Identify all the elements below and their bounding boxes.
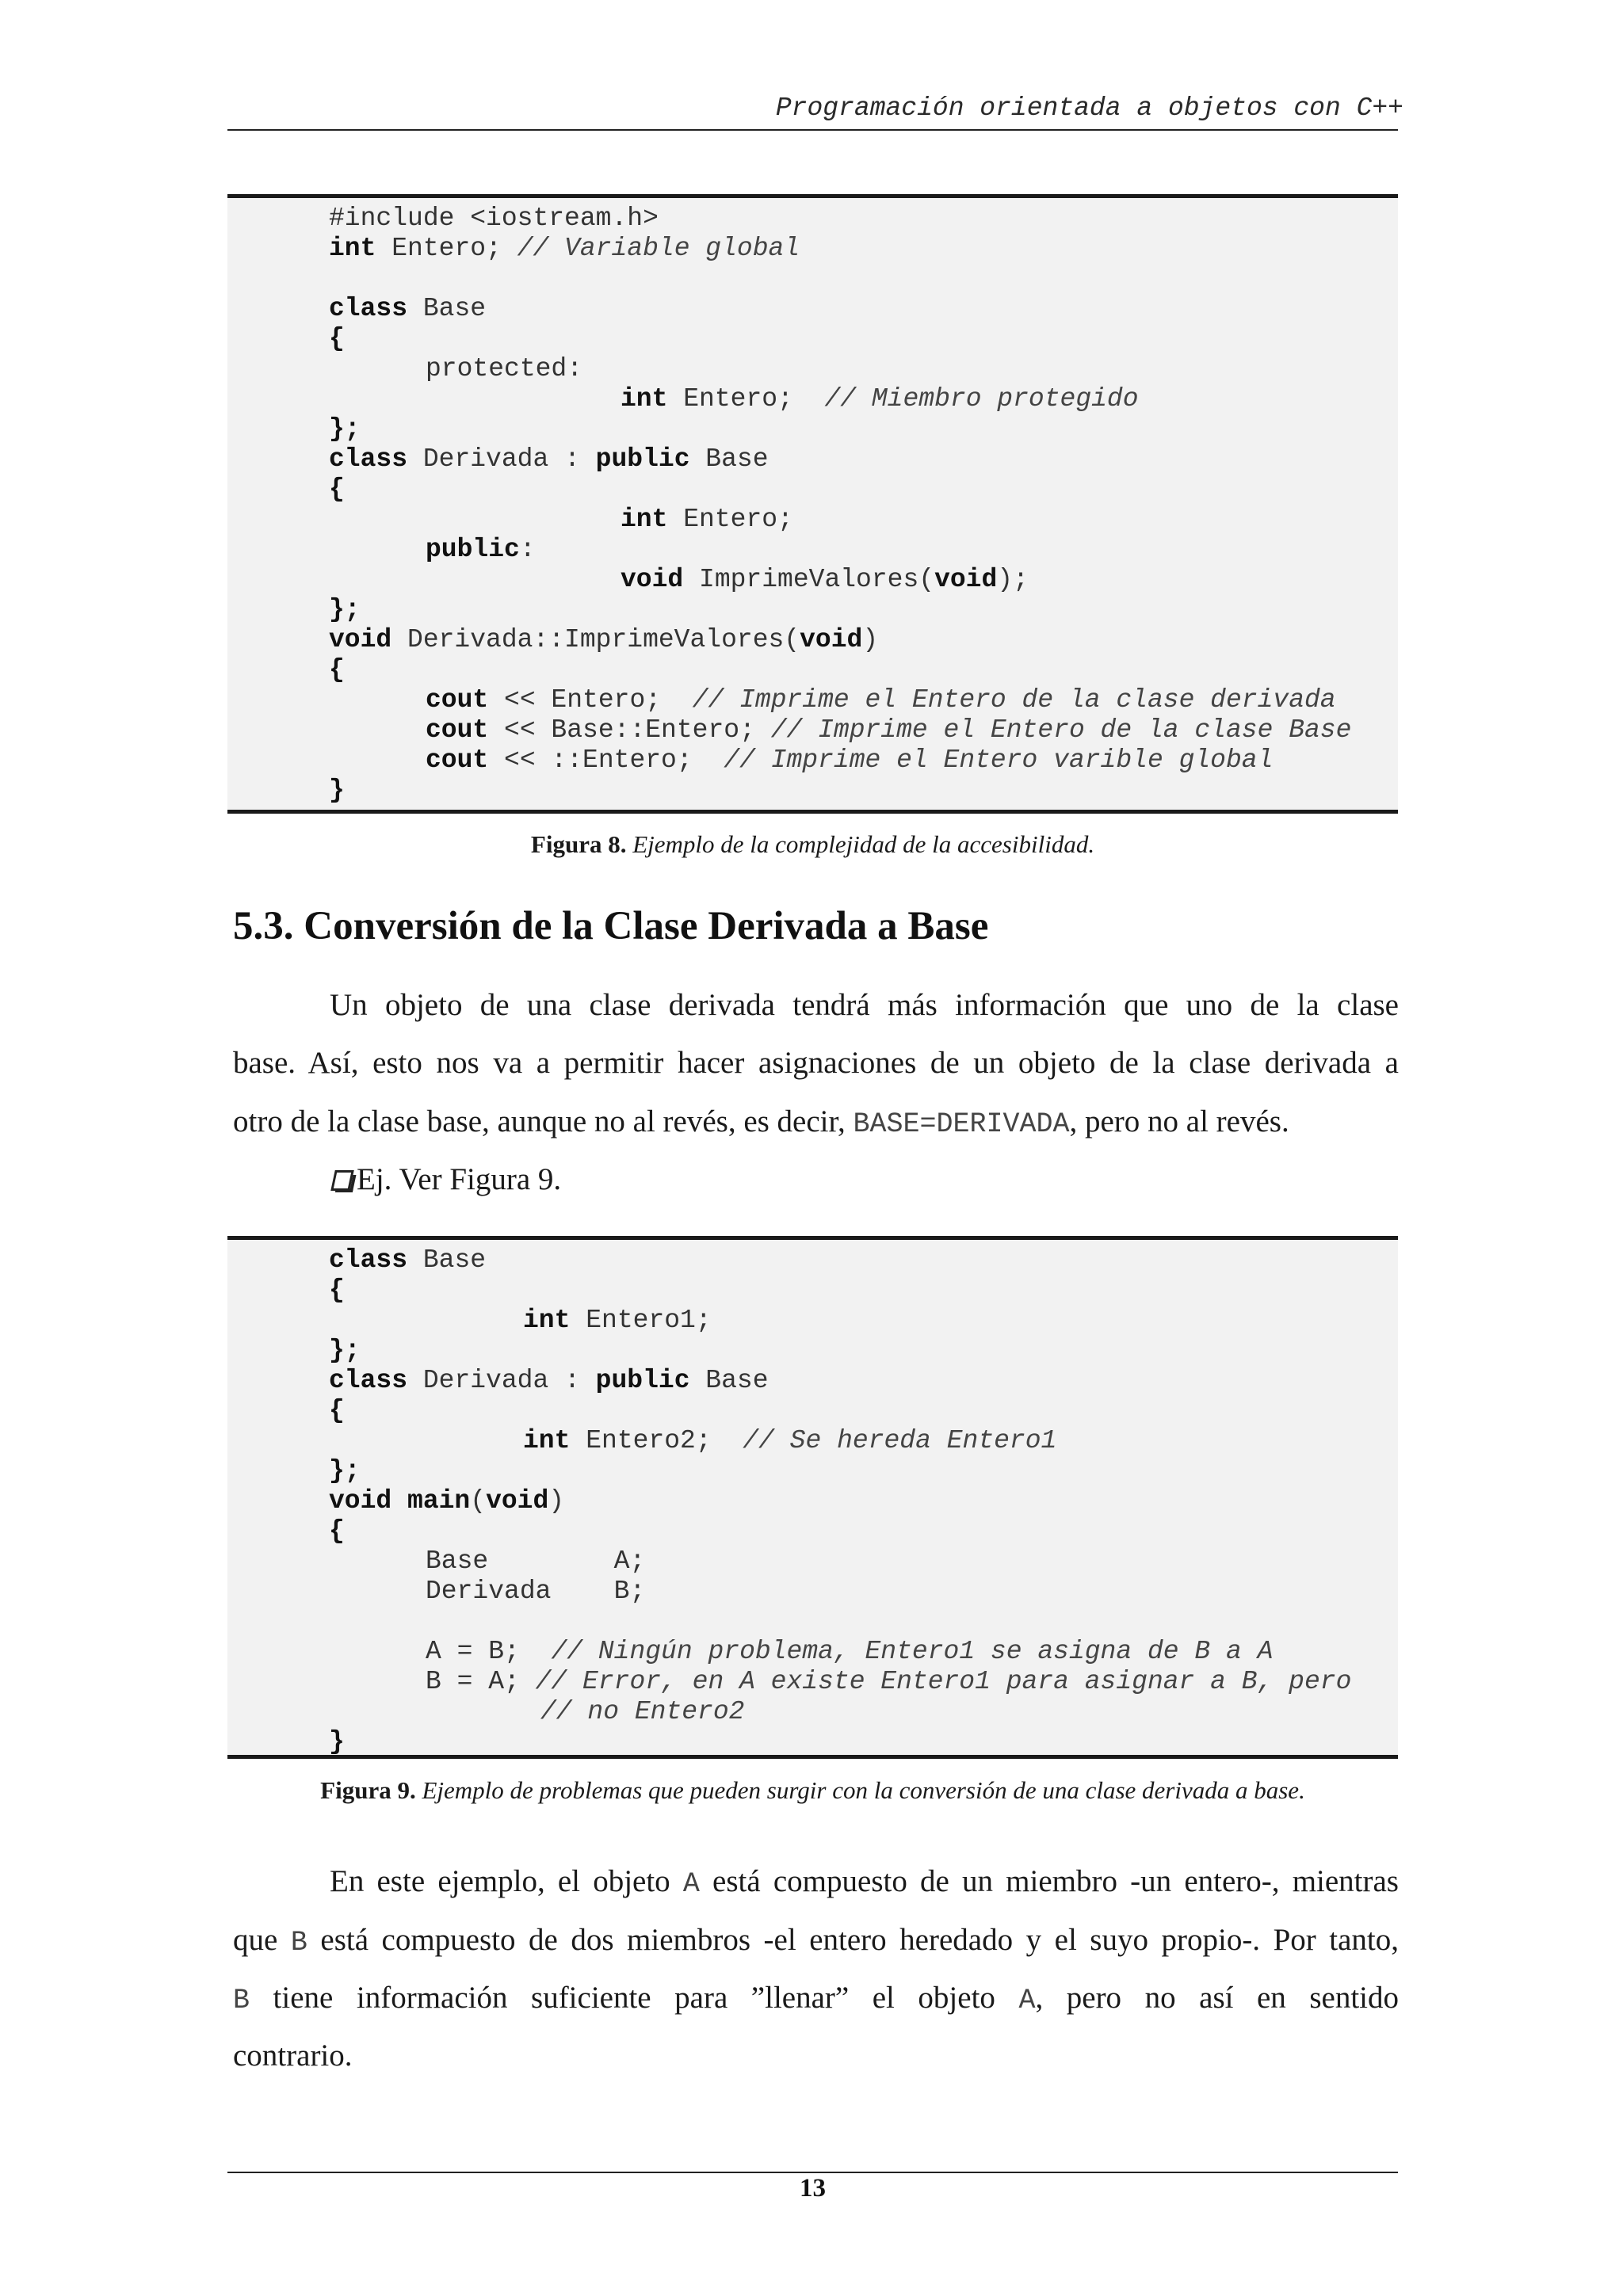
code-line: Derivada B; xyxy=(426,1577,646,1606)
code-line: } xyxy=(329,776,345,805)
paragraph-line: base. Así, esto nos va a permitir hacer asignaciones de un objeto de la clase derivada a xyxy=(233,1046,1399,1080)
caption-label: Figura 8. xyxy=(530,830,627,858)
code-line: void main(void) xyxy=(329,1486,565,1516)
paragraph-line: contrario. xyxy=(233,2039,353,2073)
code-line: cout << Entero; // Imprime el Entero de la clase derivada xyxy=(426,685,1336,715)
code-line: int Entero; // Miembro protegido xyxy=(621,384,1139,414)
code-line: { xyxy=(329,475,345,504)
figure-9-code-listing xyxy=(227,1236,1398,1759)
paragraph-line: En este ejemplo, el objeto A está compuesto de un miembro -un entero-, mientras xyxy=(330,1864,1399,1900)
inline-code: BASE=DERIVADA xyxy=(853,1108,1070,1140)
figure-8-caption xyxy=(227,830,1398,859)
header-rule xyxy=(227,129,1398,131)
code-line: class Derivada : public Base xyxy=(329,444,769,474)
code-line: int Entero; // Variable global xyxy=(329,234,800,263)
page-number: 13 xyxy=(800,2174,826,2203)
code-line: }; xyxy=(329,414,361,444)
code-line: class Base xyxy=(329,294,487,323)
code-line: class Derivada : public Base xyxy=(329,1366,769,1395)
code-line: public: xyxy=(426,535,536,564)
code-line: #include <iostream.h> xyxy=(329,204,659,233)
paragraph-line: otro de la clase base, aunque no al revés, es decir, BASE=DERIVADA, pero no al revés. xyxy=(233,1104,1289,1140)
paragraph-line: que B está compuesto de dos miembros -el entero heredado y el suyo propio-. Por tanto, xyxy=(233,1923,1400,1958)
running-header: Programación orientada a objetos con C++ xyxy=(775,93,1403,123)
code-line: protected: xyxy=(426,354,583,383)
example-reference: Ej. Ver Figura 9. xyxy=(333,1150,561,1208)
paragraph-line: B tiene información suficiente para ”llenar” el objeto A, pero no así en sentido xyxy=(233,1981,1399,2016)
caption-text: Ejemplo de problemas que pueden surgir con la conversión de una clase derivada a base. xyxy=(422,1776,1305,1804)
code-line: cout << ::Entero; // Imprime el Entero varible global xyxy=(426,746,1274,775)
code-line: B = A; // Error, en A existe Entero1 para asignar a B, pero xyxy=(426,1667,1352,1696)
code-line: { xyxy=(329,324,345,353)
code-line: // no Entero2 xyxy=(540,1697,745,1726)
figure-8-code-listing xyxy=(227,194,1398,814)
figure-9-caption xyxy=(227,1776,1398,1805)
paragraph-line: Un objeto de una clase derivada tendrá más información que uno de la clase xyxy=(330,988,1399,1022)
code-line: cout << Base::Entero; // Imprime el Entero de la clase Base xyxy=(426,715,1352,745)
code-line: { xyxy=(329,1396,345,1425)
code-line: { xyxy=(329,1516,345,1546)
code-line: }; xyxy=(329,1456,361,1486)
code-line: void ImprimeValores(void); xyxy=(621,565,1029,594)
checkbox-icon xyxy=(330,1170,354,1191)
caption-text: Ejemplo de la complejidad de la accesibilidad. xyxy=(632,830,1095,858)
footer-rule xyxy=(227,2172,1398,2173)
inline-code: B xyxy=(290,1927,307,1958)
code-line: }; xyxy=(329,1336,361,1365)
code-line: class Base xyxy=(329,1245,487,1275)
code-line: A = B; // Ningún problema, Entero1 se asigna de B a A xyxy=(426,1637,1274,1666)
inline-code: B xyxy=(233,1985,250,2016)
code-line: int Entero2; // Se hereda Entero1 xyxy=(523,1426,1057,1455)
code-line: { xyxy=(329,1276,345,1305)
code-line: { xyxy=(329,655,345,685)
section-title: 5.3. Conversión de la Clase Derivada a Base xyxy=(233,904,989,948)
code-line: }; xyxy=(329,595,361,624)
code-line: Base A; xyxy=(426,1547,646,1576)
code-line: int Entero; xyxy=(621,505,793,534)
inline-code: A xyxy=(682,1868,700,1900)
code-line: } xyxy=(329,1727,345,1756)
code-line: int Entero1; xyxy=(523,1306,712,1335)
code-line: void Derivada::ImprimeValores(void) xyxy=(329,625,879,654)
caption-label: Figura 9. xyxy=(320,1776,416,1804)
inline-code: A xyxy=(1018,1985,1036,2016)
